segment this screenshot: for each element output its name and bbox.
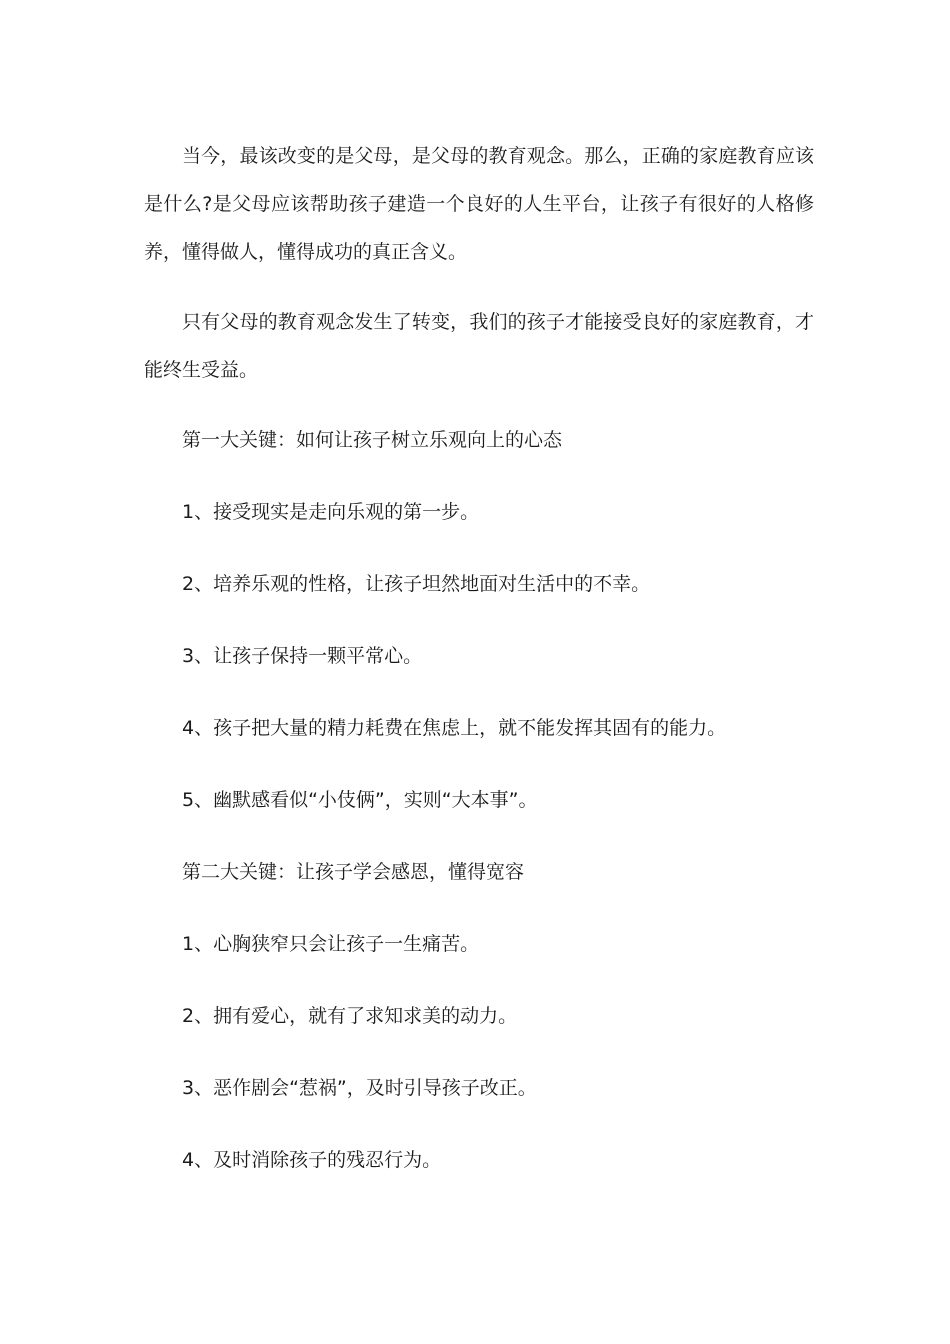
- section-1-heading: 第一大关键：如何让孩子树立乐观向上的心态: [182, 429, 563, 451]
- intro-paragraph-1: 当今，最该改变的是父母，是父母的教育观念。那么，正确的家庭教育应该是什么?是父母应该帮助孩子建造一个良好的人生平台，让孩子有很好的人格修养，懂得做人，懂得成功的真正含义。: [144, 145, 814, 263]
- section-2-item-3: 3、恶作剧会“惹祸”，及时引导孩子改正。: [182, 1077, 537, 1099]
- section-1-item-2: 2、培养乐观的性格，让孩子坦然地面对生活中的不幸。: [182, 573, 651, 595]
- intro-paragraph-2: 只有父母的教育观念发生了转变，我们的孩子才能接受良好的家庭教育，才能终生受益。: [144, 311, 814, 381]
- section-1-item-1: 1、接受现实是走向乐观的第一步。: [182, 501, 480, 523]
- section-2-item-1: 1、心胸狭窄只会让孩子一生痛苦。: [182, 933, 480, 955]
- section-1-item-4: 4、孩子把大量的精力耗费在焦虑上，就不能发挥其固有的能力。: [182, 717, 727, 739]
- document-body: [144, 132, 814, 1208]
- section-2-item-2: 2、拥有爱心，就有了求知求美的动力。: [182, 1005, 518, 1027]
- section-1-item-3: 3、让孩子保持一颗平常心。: [182, 645, 423, 667]
- section-1-item-5: 5、幽默感看似“小伎俩”，实则“大本事”。: [182, 789, 538, 811]
- section-2-item-4: 4、及时消除孩子的残忍行为。: [182, 1149, 442, 1171]
- section-2-heading: 第二大关键：让孩子学会感恩，懂得宽容: [182, 861, 525, 883]
